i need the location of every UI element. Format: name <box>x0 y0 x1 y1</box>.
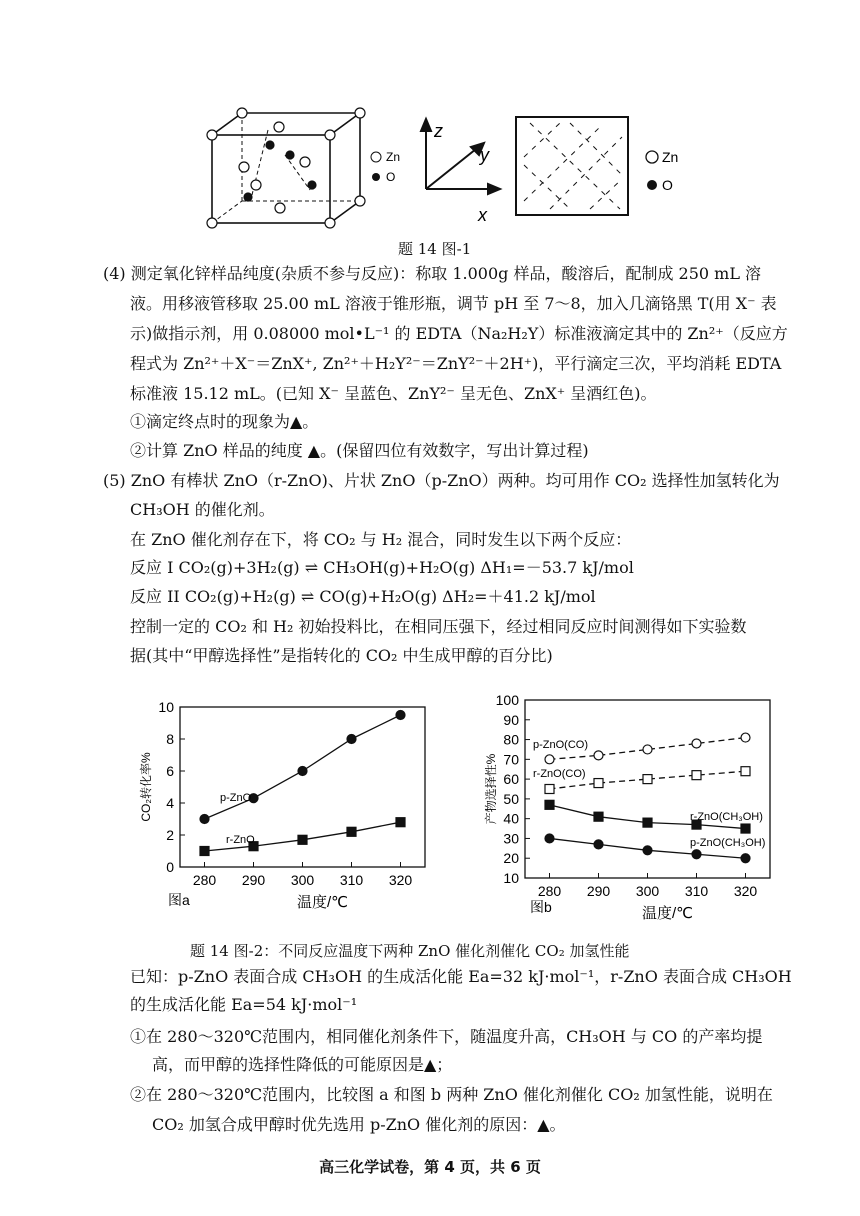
q4-subquestion-1: ①滴定终点时的现象为▲。 <box>130 412 319 431</box>
q4-line: 液。用移液管移取 25.00 mL 溶液于锥形瓶，调节 pH 至 7～8，加入几滴铬黑 T(用 X⁻ 表 <box>130 294 777 313</box>
data-point <box>396 818 405 827</box>
data-point <box>545 834 554 843</box>
o-legend-label-2: O <box>662 177 673 193</box>
y-tick-label: 90 <box>503 711 519 728</box>
q4-line: 示)做指示剂，用 0.08000 mol•L⁻¹ 的 EDTA（Na₂H₂Y）标准液滴定其中的 Zn²⁺（反应方 <box>130 324 788 343</box>
data-point <box>545 755 554 764</box>
data-point <box>594 840 603 849</box>
x-axis-label: 温度/℃ <box>641 905 694 920</box>
page-footer: 高三化学试卷，第 4 页，共 6 页 <box>319 1158 541 1176</box>
x-tick-label: 310 <box>684 883 709 899</box>
data-point <box>692 739 701 748</box>
x-tick-label: 280 <box>537 883 562 899</box>
q5-line: (5) ZnO 有棒状 ZnO（r-ZnO)、片状 ZnO（p-ZnO）两种。均可用作 CO₂ 选择性加氢转化为 <box>103 471 780 490</box>
figure-label: 图b <box>530 899 552 915</box>
data-point <box>347 827 356 836</box>
y-tick-label: 70 <box>503 751 519 768</box>
y-tick-label: 4 <box>166 795 174 811</box>
chart-b <box>470 690 800 920</box>
known-line: 高，而甲醇的选择性降低的可能原因是▲； <box>152 1055 453 1074</box>
y-tick-label: 10 <box>503 870 519 886</box>
y-tick-label: 40 <box>503 810 519 827</box>
chart-a <box>130 695 440 920</box>
data-point <box>741 733 750 742</box>
x-tick-label: 300 <box>635 883 660 899</box>
known-subquestion-1: ①在 280～320℃范围内，相同催化剂条件下，随温度升高，CH₃OH 与 CO 的产率均提 <box>130 1027 763 1046</box>
data-point <box>200 815 209 824</box>
data-point <box>643 846 652 855</box>
series-label: r-ZnO(CO) <box>533 768 586 780</box>
series-label: p-ZnO <box>220 792 252 804</box>
y-tick-label: 0 <box>166 859 174 875</box>
data-point <box>643 818 652 827</box>
x-tick-label: 280 <box>192 872 217 888</box>
data-point <box>643 775 652 784</box>
known-line: 的生成活化能 Ea=54 kJ·mol⁻¹ <box>130 995 358 1014</box>
data-point <box>298 835 307 844</box>
zn-legend-marker-2 <box>646 151 658 163</box>
o-legend-marker-2 <box>647 180 657 190</box>
q4-subquestion-2: ②计算 ZnO 样品的纯度 ▲。(保留四位有效数字，写出计算过程) <box>130 441 589 460</box>
reaction-1: 反应 I CO₂(g)+3H₂(g) ⇌ CH₃OH(g)+H₂O(g) ΔH₁=－53.7 kJ/mol <box>130 558 634 577</box>
x-axis-label: x <box>478 205 487 225</box>
y-tick-label: 50 <box>503 790 519 807</box>
q5-line: 在 ZnO 催化剂存在下，将 CO₂ 与 H₂ 混合，同时发生以下两个反应： <box>130 530 632 549</box>
q5-line: CH₃OH 的催化剂。 <box>130 500 275 519</box>
zn-legend-label-2: Zn <box>662 149 679 165</box>
data-point <box>347 735 356 744</box>
x-tick-label: 290 <box>586 883 611 899</box>
known-line: CO₂ 加氢合成甲醇时优先选用 p-ZnO 催化剂的原因：▲。 <box>152 1115 566 1134</box>
data-point <box>692 771 701 780</box>
x-tick-label: 320 <box>388 872 413 888</box>
y-tick-label: 10 <box>158 699 174 715</box>
x-tick-label: 290 <box>241 872 266 888</box>
q4-line: 标准液 15.12 mL。(已知 X⁻ 呈蓝色、ZnY²⁻ 呈无色、ZnX⁺ 呈酒红色)。 <box>130 384 657 403</box>
reaction-2: 反应 II CO₂(g)+H₂(g) ⇌ CO(g)+H₂O(g) ΔH₂=＋41.2 kJ/mol <box>130 587 596 606</box>
data-point <box>298 767 307 776</box>
series-label: r-ZnO <box>226 834 255 846</box>
data-point <box>741 824 750 833</box>
q5-line: 据(其中“甲醇选择性”是指转化的 CO₂ 中生成甲醇的百分比) <box>130 646 553 665</box>
z-axis-label: z <box>434 121 443 141</box>
y-tick-label: 2 <box>166 827 174 843</box>
figure-1-caption: 题 14 图-1 <box>398 240 472 258</box>
data-point <box>200 847 209 856</box>
x-tick-label: 300 <box>290 872 315 888</box>
data-point <box>396 711 405 720</box>
y-axis-label: y <box>480 145 489 165</box>
known-subquestion-2: ②在 280～320℃范围内，比较图 a 和图 b 两种 ZnO 催化剂催化 CO₂ 加氢性能，说明在 <box>130 1085 773 1104</box>
series-label: p-ZnO(CH₃OH) <box>690 837 766 849</box>
y-tick-label: 30 <box>503 830 519 847</box>
y-tick-label: 100 <box>495 692 519 708</box>
data-point <box>692 850 701 859</box>
o-legend-label: O <box>386 170 396 184</box>
q5-line: 控制一定的 CO₂ 和 H₂ 初始投料比，在相同压强下，经过相同反应时间测得如下实验数 <box>130 617 747 636</box>
known-line: 已知：p-ZnO 表面合成 CH₃OH 的生成活化能 Ea=32 kJ·mol⁻¹，r-ZnO 表面合成 CH₃OH <box>130 967 792 986</box>
x-tick-label: 310 <box>339 872 364 888</box>
data-point <box>643 745 652 754</box>
x-axis-label: 温度/℃ <box>296 894 349 911</box>
x-tick-label: 320 <box>733 883 758 899</box>
series-label: p-ZnO(CO) <box>533 739 588 751</box>
data-point <box>545 800 554 809</box>
data-point <box>594 751 603 760</box>
q4-line: 程式为 Zn²⁺＋X⁻＝ZnX⁺, Zn²⁺＋H₂Y²⁻＝ZnY²⁻＋2H⁺)，平行滴定三次，平均消耗 EDTA <box>130 354 782 373</box>
y-tick-label: 8 <box>166 731 174 747</box>
y-tick-label: 80 <box>503 731 519 748</box>
o-legend-marker <box>372 173 380 181</box>
y-tick-label: 6 <box>166 763 174 779</box>
y-axis-label: 产物选择性% <box>484 753 498 825</box>
data-point <box>545 785 554 794</box>
data-point <box>594 812 603 821</box>
zn-legend-label: Zn <box>386 150 401 164</box>
q4-line: (4) 测定氧化锌样品纯度(杂质不参与反应)：称取 1.000g 样品，酸溶后，配制成 250 mL 溶 <box>103 264 762 283</box>
crystal-figure <box>190 105 690 230</box>
zn-legend-marker <box>371 152 381 162</box>
data-point <box>741 767 750 776</box>
figure-2-caption: 题 14 图-2：不同反应温度下两种 ZnO 催化剂催化 CO₂ 加氢性能 <box>190 942 630 960</box>
figure-label: 图a <box>168 892 190 908</box>
series-label: r-ZnO(CH₃OH) <box>690 811 763 823</box>
y-axis-label: CO₂转化率% <box>139 752 153 822</box>
y-tick-label: 60 <box>503 771 519 788</box>
data-point <box>594 779 603 788</box>
y-tick-label: 20 <box>503 850 519 867</box>
data-point <box>741 854 750 863</box>
